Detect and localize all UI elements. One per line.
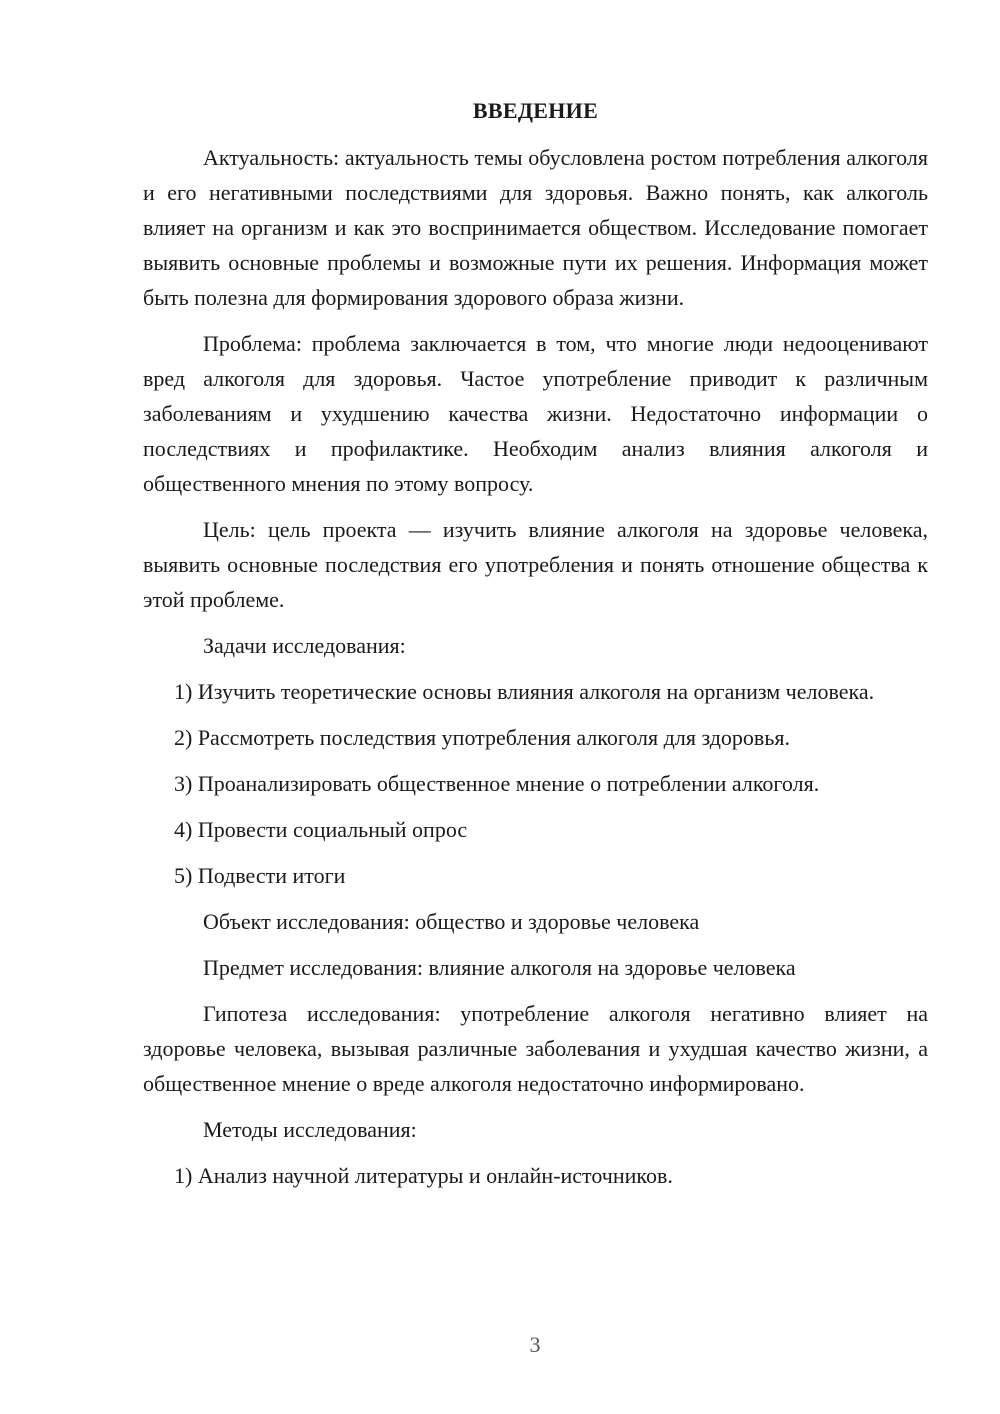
problem-paragraph: Проблема: проблема заключается в том, что многие люди недооценивают вред алкоголя для здоровья. Частое употребление приводит к различным заболеваниям и ухудшению качества жизни. Недостаточно информации о последствиях и профилактике. Необходим анализ влияния алкоголя и общественного мнения по этому вопросу. (143, 331, 928, 496)
goal-paragraph: Цель: цель проекта — изучить влияние алкоголя на здоровье человека, выявить основные последствия его употребления и понять отношение общества к этой проблеме. (143, 517, 928, 612)
task-item: 1) Изучить теоретические основы влияния алкоголя на организм человека. (174, 679, 875, 704)
relevance-paragraph: Актуальность: актуальность темы обусловлена ростом потребления алкоголя и его негативными последствиями для здоровья. Важно понять, как алкоголь влияет на организм и как это воспринимается обществом. Исследование помогает выявить основные проблемы и возможные пути их решения. Информация может быть полезна для формирования здорового образа жизни. (143, 145, 928, 310)
methods-heading: Методы исследования: (203, 1117, 417, 1142)
method-item: 1) Анализ научной литературы и онлайн-источников. (174, 1163, 673, 1188)
task-item: 3) Проанализировать общественное мнение о потреблении алкоголя. (174, 771, 820, 796)
task-item: 2) Рассмотреть последствия употребления алкоголя для здоровья. (174, 725, 790, 750)
page-title: ВВЕДЕНИЕ (472, 98, 599, 123)
task-item: 5) Подвести итоги (174, 863, 346, 888)
hypothesis-paragraph: Гипотеза исследования: употребление алкоголя негативно влияет на здоровье человека, вызывая различные заболевания и ухудшая качество жизни, а общественное мнение о вреде алкоголя недостаточно информировано. (143, 1001, 928, 1096)
task-item: 4) Провести социальный опрос (174, 817, 468, 842)
page-number: 3 (529, 1332, 541, 1357)
object-paragraph: Объект исследования: общество и здоровье человека (203, 909, 700, 934)
tasks-heading: Задачи исследования: (203, 633, 406, 658)
page-content (143, 96, 928, 1204)
subject-paragraph: Предмет исследования: влияние алкоголя на здоровье человека (203, 955, 796, 980)
